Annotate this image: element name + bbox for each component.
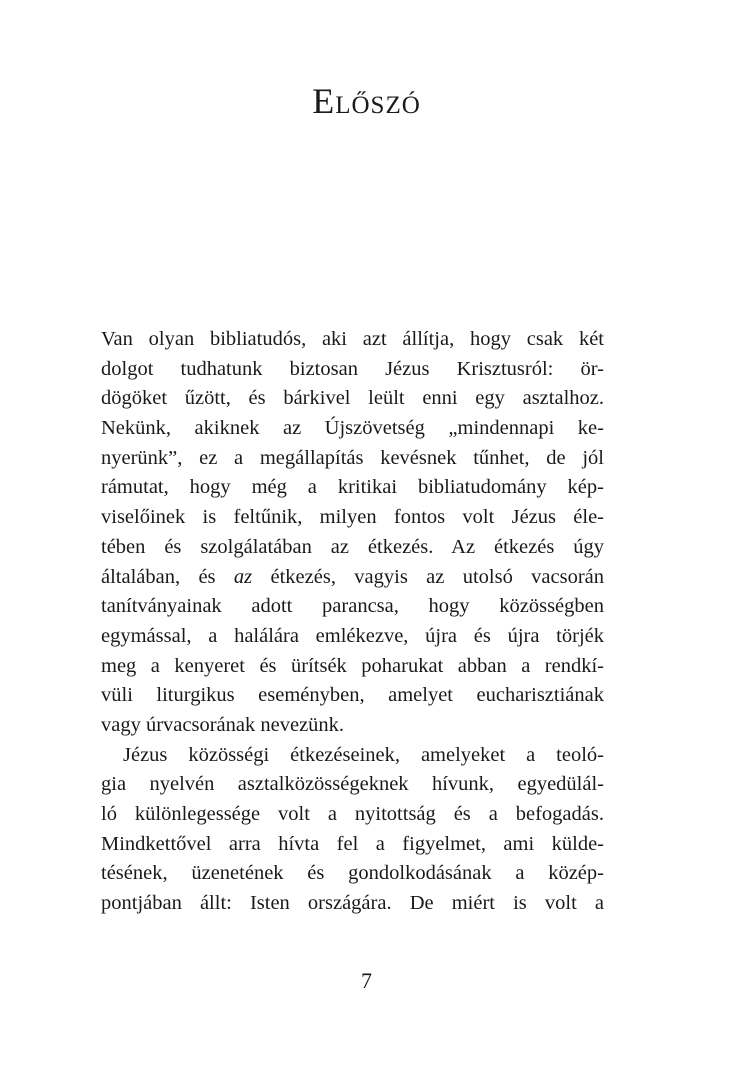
text-line: vagy úrvacsorának nevezünk.	[101, 713, 345, 736]
text-line: gia nyelvén asztalközösségeknek hívunk, egyedülál-	[101, 773, 604, 796]
text-line: ló különlegessége volt a nyitottság és a befogadás.	[101, 803, 604, 825]
text-line: tében és szolgálatában az étkezés. Az étkezés úgy	[101, 535, 604, 558]
text-line: nyerünk”, ez a megállapítás kevésnek tűnhet, de jól	[101, 446, 604, 469]
text-line: pontjában állt: Isten országára. De miért is volt a	[101, 892, 604, 915]
body-text	[101, 325, 604, 919]
text-line: Mindkettővel arra hívta fel a figyelmet, ami külde-	[101, 832, 604, 855]
emphasis-text: az	[233, 565, 253, 588]
text-line: dolgot tudhatunk biztosan Jézus Krisztusról: ör-	[101, 357, 604, 380]
text-line: viselőinek is feltűnik, milyen fontos volt Jézus éle-	[101, 506, 604, 529]
text-line: meg a kenyeret és ürítsék poharukat abban a rendkí-	[101, 654, 604, 677]
page-number: 7	[361, 968, 372, 993]
text-line: egymással, a halálára emlékezve, újra és újra törjék	[101, 624, 604, 647]
text-line: vüli liturgikus eseményben, amelyet eucharisztiának	[101, 684, 604, 707]
text-line: rámutat, hogy még a kritikai bibliatudomány kép-	[101, 476, 604, 499]
text-line: tanítványainak adott parancsa, hogy közösségben	[101, 595, 604, 618]
text-segment: általában, és	[101, 565, 216, 588]
chapter-title: Előszó	[312, 81, 421, 121]
text-line: Nekünk, akiknek az Újszövetség „mindennapi ke-	[101, 417, 604, 440]
text-line: tésének, üzenetének és gondolkodásának a közép-	[101, 862, 604, 885]
text-line: Van olyan bibliatudós, aki azt állítja, hogy csak két	[101, 328, 604, 350]
text-line: dögöket űzött, és bárkivel leült enni egy asztalhoz.	[101, 387, 604, 410]
text-segment: étkezés, vagyis az utolsó vacsorán	[270, 565, 604, 588]
text-line-mixed	[101, 563, 604, 593]
text-line: Jézus közösségi étkezéseinek, amelyeket a teoló-	[123, 743, 604, 766]
